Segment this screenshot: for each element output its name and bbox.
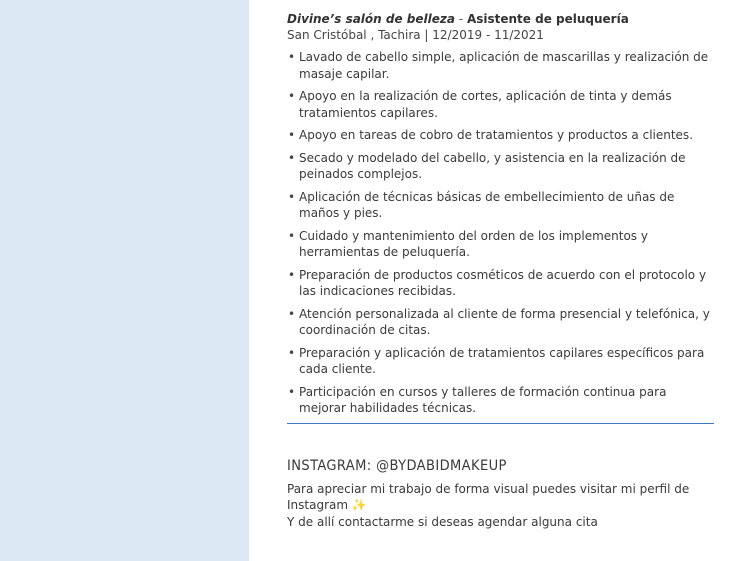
duty-item: • Participación en cursos y talleres de formación continua para mejorar habilidades técnicas. — [287, 384, 715, 417]
instagram-invite-text: Para apreciar mi trabajo de forma visual puedes visitar mi perfil de Instagram — [287, 481, 690, 512]
resume-main-column — [287, 11, 715, 530]
company-name: Divine’s salón de belleza — [287, 12, 455, 26]
duties-list — [287, 49, 715, 417]
duty-item: • Apoyo en tareas de cobro de tratamientos y productos a clientes. — [287, 127, 715, 144]
instagram-section-title: INSTAGRAM: @BYDABIDMAKEUP — [287, 457, 507, 474]
job-header — [287, 11, 715, 27]
section-divider — [287, 423, 714, 424]
duty-item: • Preparación y aplicación de tratamientos capilares específicos para cada cliente. — [287, 345, 715, 378]
instagram-text-line2: Y de allí contactarme si deseas agendar alguna cita — [287, 514, 598, 529]
duty-item: • Atención personalizada al cliente de forma presencial y telefónica, y coordinación de citas. — [287, 306, 715, 339]
sparkle-icon: ✨ — [351, 498, 367, 512]
duty-item: • Lavado de cabello simple, aplicación de mascarillas y realización de masaje capilar. — [287, 49, 715, 82]
sidebar-panel — [0, 0, 249, 561]
duty-item: • Preparación de productos cosméticos de acuerdo con el protocolo y las indicaciones recibidas. — [287, 267, 715, 300]
instagram-section-body — [287, 481, 715, 531]
duty-item: • Cuidado y mantenimiento del orden de los implementos y herramientas de peluquería. — [287, 228, 715, 261]
duty-item: • Apoyo en la realización de cortes, aplicación de tinta y demás tratamientos capilares. — [287, 88, 715, 121]
duty-item: • Aplicación de técnicas básicas de embellecimiento de uñas de maños y pies. — [287, 189, 715, 222]
duty-item: • Secado y modelado del cabello, y asistencia en la realización de peinados complejos. — [287, 150, 715, 183]
instagram-text-line1 — [287, 481, 715, 514]
job-role: Asistente de peluquería — [466, 12, 629, 26]
header-separator: - — [454, 12, 467, 26]
job-location-dates: San Cristóbal , Tachira | 12/2019 - 11/2021 — [287, 28, 544, 42]
